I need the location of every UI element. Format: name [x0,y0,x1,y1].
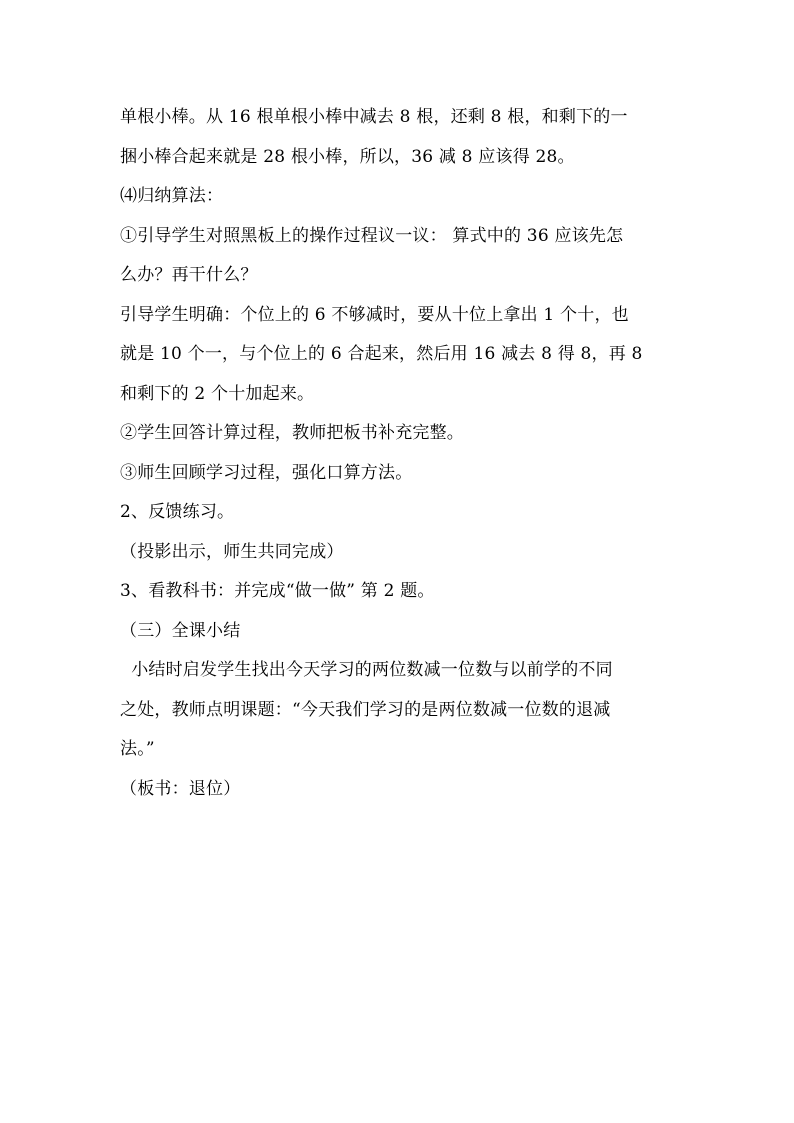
text-line: ②学生回答计算过程，教师把板书补充完整。 [120,423,464,443]
text-line: 捆小棒合起来就是 28 根小棒，所以，36 减 8 应该得 28。 [120,146,575,167]
section-heading: 2、反馈练习。 [120,502,235,522]
text-line: 和剩下的 2 个十加起来。 [120,383,315,404]
text-line: 单根小棒。从 16 根单根小棒中减去 8 根，还剩 8 根，和剩下的一 [120,107,628,127]
text-line: （板书：退位） [120,778,241,799]
section-heading: 3、看教科书：并完成“做一做” 第 2 题。 [120,581,435,601]
document-body [120,98,680,809]
text-line: 之处，教师点明课题：“今天我们学习的是两位数减一位数的退减 [120,699,611,720]
section-heading: ⑷归纳算法： [120,186,224,206]
text-line: （投影出示，师生共同完成） [120,541,344,562]
text-line: 就是 10 个一，与个位上的 6 合起来，然后用 16 减去 8 得 8，再 8 [120,344,643,364]
section-heading: （三）全课小结 [120,620,241,641]
text-line: 么办？再干什么？ [120,265,258,285]
text-line: ①引导学生对照黑板上的操作过程议一议： 算式中的 36 应该先怎 [120,225,624,246]
text-line: 引导学生明确：个位上的 6 不够减时，要从十位上拿出 1 个十，也 [120,304,629,325]
text-line: 法。” [120,739,155,759]
text-line: ③师生回顾学习过程，强化口算方法。 [120,462,413,483]
text-line: 小结时启发学生找出今天学习的两位数减一位数与以前学的不同 [120,660,613,680]
